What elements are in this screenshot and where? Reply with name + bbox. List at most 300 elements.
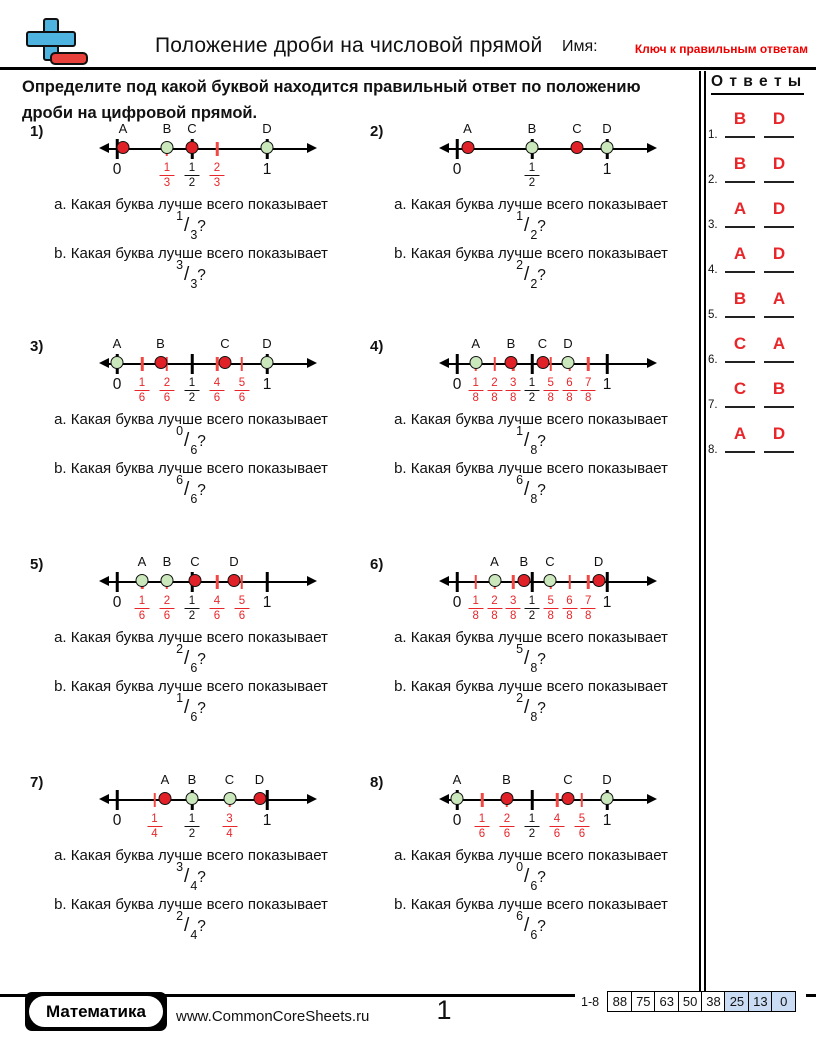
arrow-right-icon — [647, 358, 657, 368]
answer-item — [706, 424, 812, 456]
problem-block — [362, 551, 694, 761]
score-cell: 63 — [654, 991, 679, 1012]
fraction-numerator: 0 — [176, 424, 184, 438]
question-text: a. Какая буква лучше всего показывает — [54, 847, 328, 864]
fraction-slash: / — [184, 430, 190, 451]
answer-blank-line[interactable] — [725, 181, 755, 183]
answer-slot-a[interactable] — [725, 244, 755, 273]
score-range-label: 1-8 — [581, 995, 600, 1009]
tick-label: 0 — [452, 812, 462, 829]
fraction-denominator: 4 — [190, 879, 198, 893]
question-mark: ? — [537, 218, 546, 235]
tick-mark — [587, 357, 590, 372]
fraction-slash: / — [524, 215, 530, 236]
fraction-numerator: 5 — [234, 377, 249, 391]
fraction-slash: / — [524, 264, 530, 285]
answer-blank-line[interactable] — [764, 136, 794, 138]
point-letter: D — [563, 336, 573, 351]
answer-number: 1. — [708, 129, 718, 141]
problem-number: 8) — [370, 774, 384, 791]
answer-letter: D — [772, 154, 786, 173]
point-letter: D — [262, 121, 272, 136]
point-letter: A — [112, 336, 122, 351]
question-fraction — [36, 909, 346, 942]
question-text: a. Какая буква лучше всего показывает — [54, 629, 328, 646]
fraction-denominator: 8 — [472, 392, 479, 404]
answer-letter: B — [772, 379, 786, 398]
answer-slot-a[interactable] — [725, 199, 755, 228]
fraction-denominator: 8 — [566, 610, 573, 622]
fraction-denominator: 6 — [238, 610, 246, 622]
answer-slot-b[interactable] — [764, 199, 794, 228]
answer-number: 3. — [708, 219, 718, 231]
point-letter: B — [506, 336, 516, 351]
fraction-numerator: 1 — [475, 813, 490, 827]
tick-fraction-label — [543, 377, 558, 405]
fraction-numerator: 1 — [516, 424, 524, 438]
number-line — [102, 336, 314, 406]
point-dot — [261, 356, 274, 369]
fraction-denominator: 2 — [530, 277, 538, 291]
fraction-denominator: 6 — [163, 610, 171, 622]
answer-slot-a[interactable] — [725, 289, 755, 318]
fraction-slash: / — [524, 479, 530, 500]
fraction-numerator: 2 — [487, 595, 502, 609]
tick-label: 1 — [602, 812, 612, 829]
answer-letter: A — [772, 289, 786, 308]
answer-letter: B — [733, 154, 747, 173]
question-text: a. Какая буква лучше всего показывает — [54, 196, 328, 213]
problem-block — [22, 769, 354, 979]
fraction-denominator: 8 — [510, 392, 517, 404]
question-fraction — [376, 909, 686, 942]
tick-fraction-label — [525, 595, 540, 623]
tick-fraction-label — [185, 813, 200, 841]
question-fraction — [376, 473, 686, 506]
fraction-slash: / — [184, 866, 190, 887]
score-table — [609, 991, 796, 1012]
footer-divider — [806, 994, 816, 997]
point-letter: A — [452, 772, 462, 787]
instructions-text: Определите под какой буквой находится правильный ответ по положению дроби на цифровой прямой. — [22, 78, 641, 123]
tick-mark — [266, 572, 269, 592]
question-fraction — [36, 424, 346, 457]
question-text: b. Какая буква лучше всего показывает — [54, 460, 328, 477]
fraction-denominator: 2 — [188, 177, 196, 189]
point-letter: D — [602, 121, 612, 136]
point-letter: C — [220, 336, 230, 351]
question-text: b. Какая буква лучше всего показывает — [54, 896, 328, 913]
problem-block — [22, 333, 354, 543]
fraction-numerator: 1 — [525, 595, 540, 609]
answer-slot-a[interactable] — [725, 424, 755, 453]
answer-number: 2. — [708, 174, 718, 186]
tick-label: 1 — [262, 594, 272, 611]
tick-mark — [116, 790, 119, 810]
fraction-slash: / — [524, 648, 530, 669]
answer-letter: C — [733, 379, 747, 398]
fraction-numerator: 1 — [159, 162, 174, 176]
score-cell: 13 — [748, 991, 773, 1012]
tick-mark — [556, 793, 559, 808]
tick-fraction-label — [506, 377, 521, 405]
tick-fraction-label — [543, 595, 558, 623]
answer-letter: D — [772, 109, 786, 128]
tick-mark — [493, 357, 496, 372]
tick-mark — [241, 357, 244, 372]
number-line — [442, 336, 654, 406]
point-dot — [186, 792, 199, 805]
fraction-denominator: 6 — [138, 610, 146, 622]
tick-mark — [550, 357, 553, 372]
fraction-denominator: 6 — [553, 828, 561, 840]
tick-fraction-label — [468, 377, 483, 405]
fraction-numerator: 5 — [516, 642, 524, 656]
fraction-numerator: 1 — [135, 377, 150, 391]
fraction-numerator: 1 — [185, 377, 200, 391]
fraction-numerator: 7 — [581, 595, 596, 609]
tick-fraction-label — [234, 595, 249, 623]
fraction-denominator: 4 — [190, 928, 198, 942]
fraction-denominator: 8 — [585, 610, 592, 622]
problem-block — [362, 769, 694, 979]
answer-slot-a[interactable] — [725, 154, 755, 183]
answer-number: 6. — [708, 354, 718, 366]
brand-name: Математика — [29, 996, 163, 1027]
fraction-denominator: 4 — [151, 828, 158, 840]
tick-fraction-label — [506, 595, 521, 623]
question-mark: ? — [197, 218, 206, 235]
answer-slot-a[interactable] — [725, 109, 755, 138]
tick-label: 0 — [452, 161, 462, 178]
fraction-slash: / — [524, 430, 530, 451]
tick-fraction-label — [210, 595, 225, 623]
point-dot — [261, 141, 274, 154]
answer-slot-b[interactable] — [764, 109, 794, 138]
point-dot — [571, 141, 584, 154]
answer-slot-a[interactable] — [725, 334, 755, 363]
tick-mark — [216, 142, 219, 157]
fraction-numerator: 1 — [525, 813, 540, 827]
fraction-denominator: 8 — [491, 392, 498, 404]
fraction-denominator: 6 — [238, 392, 246, 404]
number-line-bar — [448, 148, 648, 151]
point-letter: B — [519, 554, 529, 569]
tick-label: 1 — [262, 376, 272, 393]
question-fraction — [36, 691, 346, 724]
problem-block — [362, 118, 694, 328]
fraction-numerator: 1 — [135, 595, 150, 609]
answer-slot-b[interactable] — [764, 379, 794, 408]
answer-slot-b[interactable] — [764, 154, 794, 183]
question-text: b. Какая буква лучше всего показывает — [394, 896, 668, 913]
score-cell: 0 — [771, 991, 796, 1012]
answer-letter: D — [772, 199, 786, 218]
arrow-right-icon — [307, 794, 317, 804]
answer-item — [706, 109, 812, 141]
tick-mark — [568, 575, 571, 590]
point-letter: C — [563, 772, 573, 787]
point-letter: C — [572, 121, 582, 136]
answer-blank-line[interactable] — [764, 406, 794, 408]
tick-fraction-label — [222, 813, 237, 841]
fraction-denominator: 2 — [188, 610, 196, 622]
score-cell: 50 — [678, 991, 703, 1012]
tick-fraction-label — [135, 377, 150, 405]
answer-blank-line[interactable] — [764, 361, 794, 363]
tick-label: 0 — [452, 376, 462, 393]
point-dot — [154, 356, 167, 369]
fraction-numerator: 6 — [562, 595, 577, 609]
tick-label: 0 — [112, 376, 122, 393]
question-mark: ? — [197, 267, 206, 284]
problem-number: 1) — [30, 123, 44, 140]
tick-mark — [531, 572, 534, 592]
arrow-right-icon — [647, 794, 657, 804]
header-divider — [0, 67, 816, 70]
question-mark: ? — [537, 267, 546, 284]
arrow-right-icon — [647, 143, 657, 153]
tick-mark — [216, 575, 219, 590]
point-letter: A — [471, 336, 481, 351]
answer-blank-line[interactable] — [725, 451, 755, 453]
answer-letter: D — [772, 424, 786, 443]
question-mark: ? — [537, 869, 546, 886]
problem-number: 7) — [30, 774, 44, 791]
answer-slot-b[interactable] — [764, 424, 794, 453]
question-fraction — [36, 473, 346, 506]
problem-number: 5) — [30, 556, 44, 573]
fraction-denominator: 2 — [530, 228, 538, 242]
point-letter: C — [537, 336, 548, 351]
number-line — [102, 554, 314, 624]
problem-block — [22, 118, 354, 328]
arrow-right-icon — [307, 576, 317, 586]
point-letter: C — [545, 554, 555, 569]
tick-fraction-label — [185, 595, 200, 623]
question-text: a. Какая буква лучше всего показывает — [54, 411, 328, 428]
point-dot — [160, 141, 173, 154]
question-text: a. Какая буква лучше всего показывает — [394, 847, 668, 864]
question-mark: ? — [537, 482, 546, 499]
answer-blank-line[interactable] — [764, 451, 794, 453]
answer-blank-line[interactable] — [725, 316, 755, 318]
tick-mark — [456, 354, 459, 374]
number-line — [102, 772, 314, 842]
point-dot — [517, 574, 530, 587]
fraction-denominator: 6 — [190, 710, 198, 724]
fraction-denominator: 6 — [530, 879, 538, 893]
fraction-slash: / — [524, 866, 530, 887]
question-mark: ? — [197, 918, 206, 935]
fraction-numerator: 5 — [543, 595, 558, 609]
point-letter: A — [463, 121, 472, 136]
problem-number: 4) — [370, 338, 384, 355]
tick-mark — [587, 575, 590, 590]
point-letter: D — [254, 772, 265, 787]
fraction-denominator: 6 — [190, 443, 198, 457]
tick-fraction-label — [499, 813, 514, 841]
fraction-numerator: 4 — [210, 377, 225, 391]
fraction-denominator: 6 — [213, 392, 221, 404]
arrow-right-icon — [307, 358, 317, 368]
point-dot — [601, 141, 614, 154]
tick-fraction-label — [147, 813, 162, 841]
tick-mark — [241, 575, 244, 590]
number-line — [442, 121, 654, 191]
question-mark: ? — [197, 869, 206, 886]
tick-label: 1 — [602, 594, 612, 611]
point-dot — [136, 574, 149, 587]
tick-fraction-label — [562, 595, 577, 623]
tick-label: 1 — [602, 376, 612, 393]
answer-letter: A — [733, 424, 747, 443]
fraction-numerator: 0 — [516, 860, 524, 874]
fraction-slash: / — [184, 915, 190, 936]
question-mark: ? — [197, 700, 206, 717]
point-letter: D — [602, 772, 612, 787]
fraction-numerator: 6 — [176, 473, 184, 487]
problem-block — [362, 333, 694, 543]
answer-blank-line[interactable] — [725, 136, 755, 138]
fraction-slash: / — [184, 264, 190, 285]
arrow-right-icon — [307, 143, 317, 153]
question-fraction — [376, 209, 686, 242]
score-cell: 75 — [631, 991, 656, 1012]
tick-label: 0 — [112, 594, 122, 611]
fraction-denominator: 6 — [578, 828, 586, 840]
point-dot — [117, 141, 130, 154]
question-fraction — [376, 424, 686, 457]
point-dot — [253, 792, 266, 805]
fraction-denominator: 8 — [547, 610, 554, 622]
answer-letter: A — [733, 199, 747, 218]
point-letter: B — [187, 772, 197, 787]
number-line-bar — [108, 799, 308, 802]
answer-blank-line[interactable] — [725, 361, 755, 363]
tick-fraction-label — [525, 377, 540, 405]
answer-blank-line[interactable] — [764, 181, 794, 183]
fraction-denominator: 6 — [503, 828, 511, 840]
tick-fraction-label — [475, 813, 490, 841]
tick-mark — [266, 790, 269, 810]
tick-mark — [512, 575, 515, 590]
point-letter: A — [137, 554, 147, 569]
answer-blank-line[interactable] — [725, 226, 755, 228]
fraction-denominator: 6 — [163, 392, 171, 404]
answer-blank-line[interactable] — [725, 271, 755, 273]
fraction-denominator: 8 — [566, 392, 573, 404]
answer-blank-line[interactable] — [725, 406, 755, 408]
fraction-slash: / — [184, 697, 190, 718]
fraction-numerator: 6 — [516, 909, 524, 923]
point-dot — [228, 574, 241, 587]
tick-mark — [606, 354, 609, 374]
tick-mark — [531, 354, 534, 374]
point-dot — [505, 356, 518, 369]
fraction-denominator: 6 — [478, 828, 486, 840]
point-letter: A — [160, 772, 170, 787]
tick-fraction-label — [581, 595, 596, 623]
tick-fraction-label — [210, 377, 225, 405]
point-letter: B — [502, 772, 511, 787]
fraction-numerator: 3 — [506, 377, 521, 391]
fraction-slash: / — [184, 479, 190, 500]
question-mark: ? — [537, 651, 546, 668]
tick-mark — [581, 793, 584, 808]
fraction-numerator: 3 — [506, 595, 521, 609]
number-line — [102, 121, 314, 191]
point-dot — [488, 574, 501, 587]
answer-blank-line[interactable] — [764, 226, 794, 228]
question-fraction — [36, 642, 346, 675]
point-letter: B — [162, 121, 172, 136]
fraction-denominator: 6 — [530, 928, 538, 942]
fraction-numerator: 1 — [176, 209, 184, 223]
fraction-denominator: 2 — [528, 610, 536, 622]
question-mark: ? — [537, 918, 546, 935]
tick-fraction-label — [525, 813, 540, 841]
fraction-denominator: 8 — [472, 610, 479, 622]
fraction-denominator: 3 — [213, 177, 221, 189]
question-text: a. Какая буква лучше всего показывает — [394, 629, 668, 646]
answer-slot-b[interactable] — [764, 244, 794, 273]
tick-label: 0 — [112, 812, 122, 829]
tick-label: 1 — [602, 161, 612, 178]
question-fraction — [376, 860, 686, 893]
tick-fraction-label — [159, 377, 174, 405]
website-link[interactable]: www.CommonCoreSheets.ru — [176, 1008, 370, 1025]
fraction-denominator: 8 — [530, 710, 538, 724]
answer-item — [706, 244, 812, 276]
tick-mark — [456, 139, 459, 159]
answers-divider-line — [699, 71, 701, 992]
point-dot — [160, 574, 173, 587]
point-dot — [111, 356, 124, 369]
tick-fraction-label — [574, 813, 589, 841]
tick-fraction-label — [487, 595, 502, 623]
answer-slot-b[interactable] — [764, 289, 794, 318]
tick-fraction-label — [581, 377, 596, 405]
fraction-numerator: 1 — [468, 377, 483, 391]
answer-blank-line[interactable] — [764, 316, 794, 318]
point-dot — [469, 356, 482, 369]
fraction-denominator: 8 — [510, 610, 517, 622]
fraction-denominator: 6 — [190, 661, 198, 675]
fraction-numerator: 5 — [543, 377, 558, 391]
fraction-numerator: 2 — [210, 162, 225, 176]
problem-number: 3) — [30, 338, 44, 355]
question-fraction — [36, 209, 346, 242]
score-cell: 88 — [607, 991, 632, 1012]
answer-slot-a[interactable] — [725, 379, 755, 408]
fraction-slash: / — [184, 648, 190, 669]
fraction-numerator: 3 — [222, 813, 237, 827]
point-dot — [189, 574, 202, 587]
answer-item — [706, 379, 812, 411]
fraction-denominator: 2 — [528, 828, 536, 840]
point-dot — [461, 141, 474, 154]
answer-item — [706, 334, 812, 366]
point-letter: B — [162, 554, 172, 569]
fraction-denominator: 3 — [163, 177, 171, 189]
question-text: a. Какая буква лучше всего показывает — [394, 196, 668, 213]
fraction-denominator: 8 — [530, 443, 538, 457]
answer-slot-b[interactable] — [764, 334, 794, 363]
answer-blank-line[interactable] — [764, 271, 794, 273]
tick-fraction-label — [487, 377, 502, 405]
fraction-denominator: 2 — [188, 392, 196, 404]
